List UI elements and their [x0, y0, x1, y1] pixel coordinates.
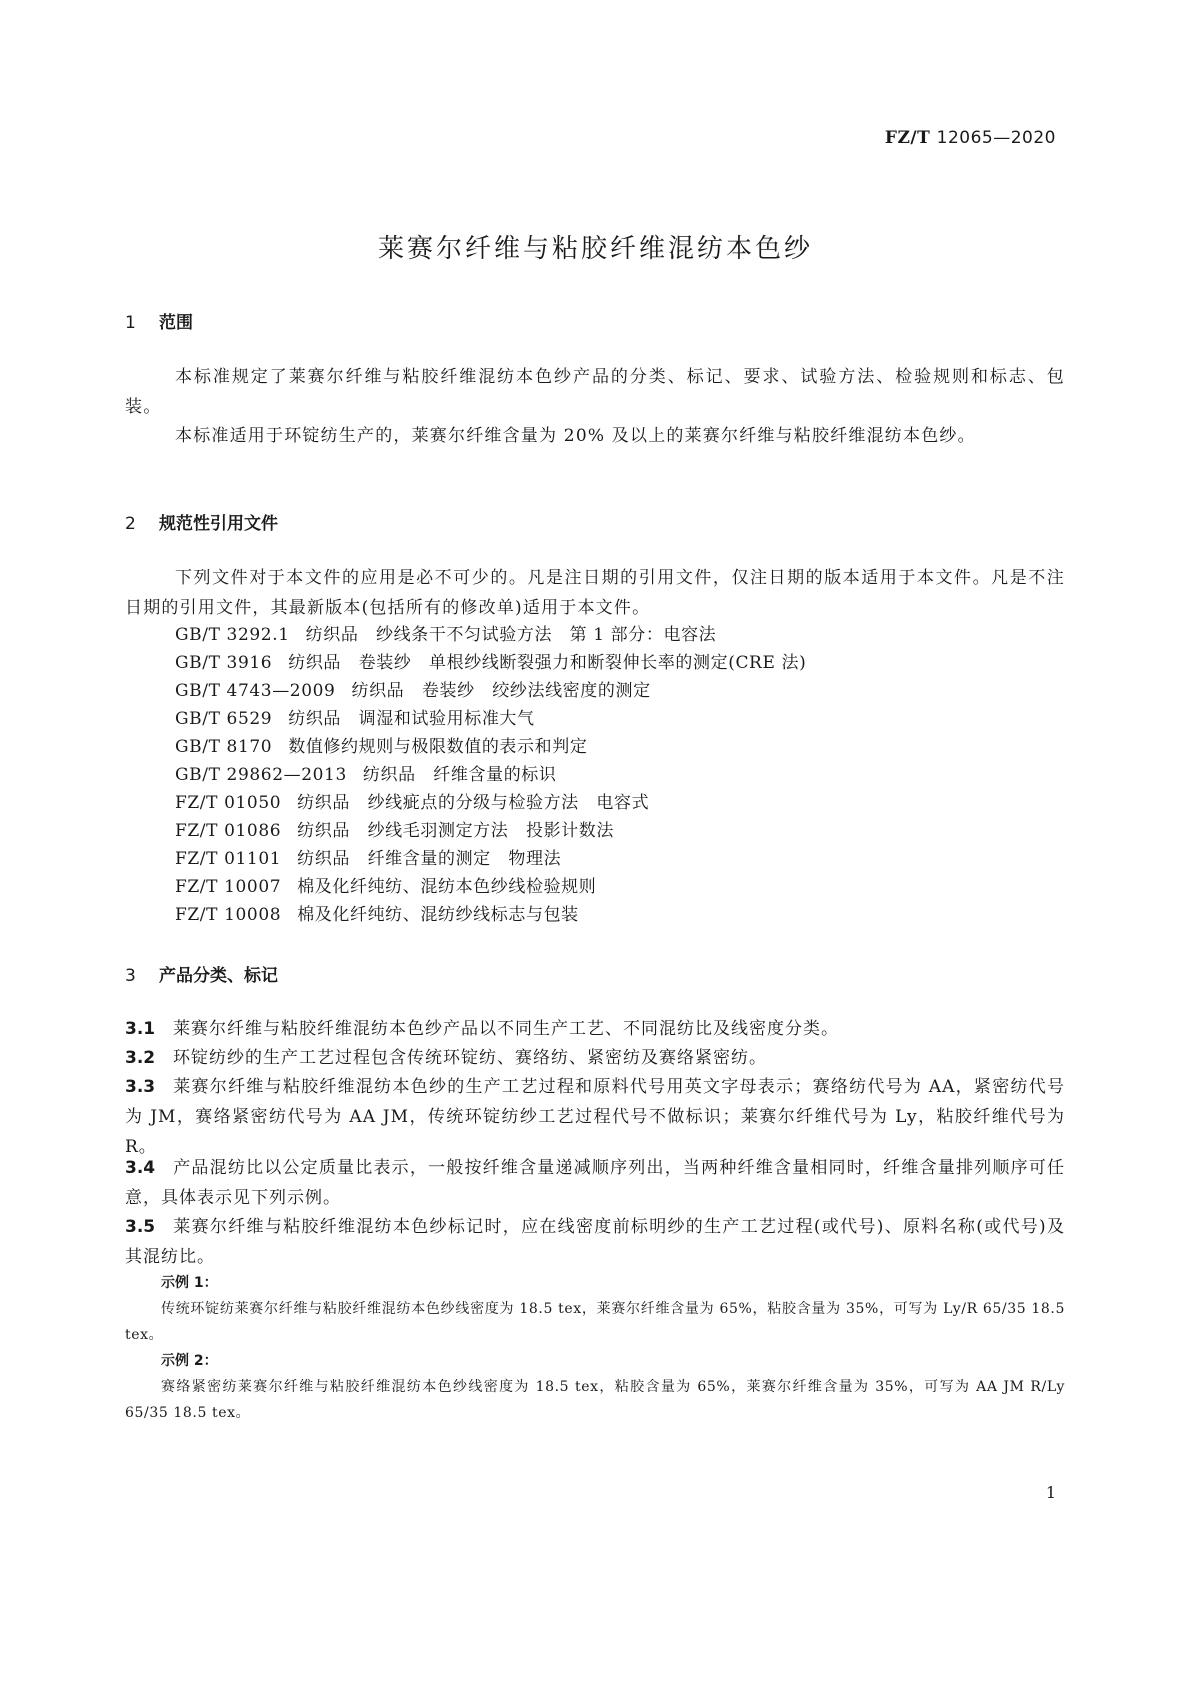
standard-prefix: FZ/T: [884, 128, 931, 148]
reference-title: 数值修约规则与极限数值的表示和判定: [288, 737, 588, 757]
clause-number: 3.5: [125, 1217, 156, 1237]
reference-code: FZ/T 10008: [175, 905, 282, 925]
clause-3-3: [125, 1072, 1065, 1162]
reference-item: [175, 649, 806, 678]
reference-code: FZ/T 01101: [175, 849, 282, 869]
clause-number: 3.1: [125, 1019, 156, 1039]
reference-item: [175, 677, 651, 706]
reference-code: FZ/T 01050: [175, 793, 282, 813]
clause-text: 产品混纺比以公定质量比表示，一般按纤维含量递减顺序列出，当两种纤维含量相同时，纤维含量排列顺序可任意，具体表示见下列示例。: [125, 1158, 1065, 1208]
reference-item: [175, 621, 716, 650]
paragraph: 本标准规定了莱赛尔纤维与粘胶纤维混纺本色纱产品的分类、标记、要求、试验方法、检验规则和标志、包装。: [125, 367, 1065, 417]
clause-text: 环锭纺纱的生产工艺过程包含传统环锭纺、赛络纺、紧密纺及赛络紧密纺。: [173, 1048, 767, 1068]
clause-number: 3.4: [125, 1158, 156, 1178]
reference-code: GB/T 3292.1: [175, 625, 290, 645]
paragraph: 本标准适用于环锭纺生产的，莱赛尔纤维含量为 20% 及以上的莱赛尔纤维与粘胶纤维混纺本色纱。: [175, 426, 976, 446]
clause-text: 莱赛尔纤维与粘胶纤维混纺本色纱标记时，应在线密度前标明纱的生产工艺过程(或代号)、原料名称(或代号)及其混纺比。: [125, 1217, 1065, 1267]
section-title: 范围: [159, 313, 193, 333]
standard-code: 12065—2020: [936, 128, 1056, 148]
reference-item: [175, 733, 587, 762]
clause-3-2: [125, 1043, 1065, 1073]
example-text: 传统环锭纺莱赛尔纤维与粘胶纤维混纺本色纱线密度为 18.5 tex，莱赛尔纤维含量为 65%，粘胶含量为 35%，可写为 Ly/R 65/35 18.5 tex。: [125, 1301, 1065, 1343]
standard-number: [885, 128, 1056, 148]
clause-text: 莱赛尔纤维与粘胶纤维混纺本色纱产品以不同生产工艺、不同混纺比及线密度分类。: [173, 1019, 839, 1039]
clause-3-1: [125, 1014, 1065, 1044]
section-title: 规范性引用文件: [159, 514, 278, 534]
reference-code: GB/T 6529: [175, 709, 273, 729]
clause-number: 3.2: [125, 1048, 156, 1068]
reference-title: 棉及化纤纯纺、混纺本色纱线检验规则: [297, 877, 597, 897]
reference-title: 纺织品 卷装纱 单根纱线断裂强力和断裂伸长率的测定(CRE 法): [288, 653, 807, 673]
reference-item: [175, 901, 579, 930]
clause-number: 3.3: [125, 1077, 156, 1097]
section-number: 3: [125, 966, 136, 986]
reference-title: 纺织品 纱线疵点的分级与检验方法 电容式: [297, 793, 650, 813]
paragraph: 下列文件对于本文件的应用是必不可少的。凡是注日期的引用文件，仅注日期的版本适用于本文件。凡是不注日期的引用文件，其最新版本(包括所有的修改单)适用于本文件。: [125, 568, 1065, 618]
example-label: 示例 1：: [161, 1275, 218, 1291]
reference-item: [175, 705, 535, 734]
reference-title: 纺织品 纱线条干不匀试验方法 第 1 部分：电容法: [305, 625, 717, 645]
reference-code: GB/T 4743—2009: [175, 681, 336, 701]
clause-3-5: [125, 1212, 1065, 1272]
section-1-heading: [125, 308, 193, 333]
clause-text: 莱赛尔纤维与粘胶纤维混纺本色纱的生产工艺过程和原料代号用英文字母表示；赛络纺代号为 AA，紧密纺代号为 JM，赛络紧密纺代号为 AA JM，传统环锭纺纱工艺过程代号不做标识；莱赛尔纤维代号为 Ly，粘胶纤维代号为 R。: [125, 1077, 1065, 1157]
document-title: 莱赛尔纤维与粘胶纤维混纺本色纱: [377, 234, 813, 264]
reference-item: [175, 845, 561, 874]
clause-3-4: [125, 1153, 1065, 1213]
reference-code: GB/T 8170: [175, 737, 273, 757]
section-3-heading: [125, 961, 278, 986]
reference-code: FZ/T 01086: [175, 821, 282, 841]
reference-item: [175, 761, 557, 790]
section-2-heading: [125, 509, 278, 534]
reference-code: GB/T 29862—2013: [175, 765, 347, 785]
section-title: 产品分类、标记: [159, 966, 278, 986]
section-number: 2: [125, 514, 136, 534]
page-number: 1: [1045, 1483, 1056, 1502]
example-label: 示例 2：: [161, 1353, 218, 1369]
reference-title: 纺织品 纤维含量的测定 物理法: [297, 849, 562, 869]
reference-code: GB/T 3916: [175, 653, 273, 673]
reference-item: [175, 789, 649, 818]
section-number: 1: [125, 313, 136, 333]
reference-title: 纺织品 纱线毛羽测定方法 投影计数法: [297, 821, 614, 841]
reference-item: [175, 873, 596, 902]
reference-title: 纺织品 调湿和试验用标准大气: [288, 709, 535, 729]
example-text: 赛络紧密纺莱赛尔纤维与粘胶纤维混纺本色纱线密度为 18.5 tex，粘胶含量为 65%，莱赛尔纤维含量为 35%，可写为 AA JM R/Ly 65/35 18.5 tex。: [125, 1379, 1065, 1421]
reference-code: FZ/T 10007: [175, 877, 282, 897]
reference-title: 纺织品 卷装纱 绞纱法线密度的测定: [351, 681, 651, 701]
reference-item: [175, 817, 614, 846]
reference-title: 棉及化纤纯纺、混纺纱线标志与包装: [297, 905, 579, 925]
reference-title: 纺织品 纤维含量的标识: [362, 765, 557, 785]
